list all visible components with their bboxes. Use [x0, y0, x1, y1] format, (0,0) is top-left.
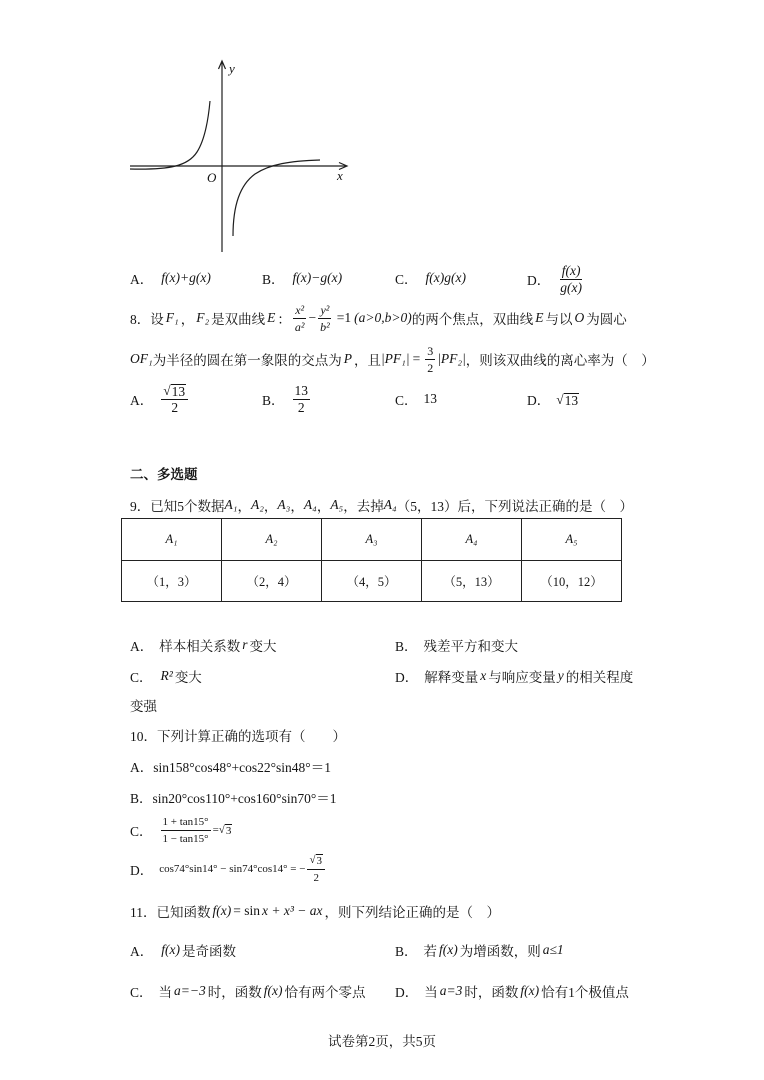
q9-stem-text: （5，13）后，下列说法正确的是（ ）: [396, 499, 633, 514]
fraction-denominator: b²: [320, 319, 330, 334]
table-cell: （10，12）: [522, 561, 622, 602]
q8-option-a: [130, 380, 190, 418]
table-cell: （4，5）: [322, 561, 422, 602]
option-text: 时，函数: [207, 985, 262, 1000]
q10-stem: [130, 725, 346, 745]
q9-option-d: [395, 666, 633, 686]
fraction-numerator: y²: [320, 302, 330, 317]
origin-label: O: [207, 170, 217, 185]
q9-option-a: [130, 635, 277, 655]
radical-sign: √: [163, 383, 171, 398]
q10-option-b: [130, 787, 336, 807]
option-text: 当: [424, 985, 438, 1000]
hyperbola-name: E: [535, 310, 544, 325]
fraction-numerator: 3: [427, 343, 434, 358]
table-cell: （5，13）: [422, 561, 522, 602]
point-p: P: [343, 351, 352, 366]
curve-right-branch: [233, 160, 320, 236]
q11-option-c-letter: C．: [130, 985, 153, 1000]
option-text: 是奇函数: [181, 944, 236, 959]
q8-option-c-value: 13: [423, 391, 438, 406]
condition-a: a≤1: [542, 942, 564, 957]
radicand: 3: [225, 824, 232, 837]
table-cell: （1，3）: [122, 561, 222, 602]
function-fx: f(x): [212, 903, 232, 918]
q9-option-a-letter: A．: [130, 639, 154, 654]
q10-option-d-letter: D．: [130, 863, 154, 878]
option-text: 若: [423, 944, 438, 959]
function-eq-sin: = sin: [233, 903, 260, 918]
q10-option-c-letter: C．: [130, 824, 153, 839]
q10-option-a-letter: A．: [130, 760, 154, 775]
q11-option-d-letter: D．: [395, 985, 419, 1000]
equation-rhs: =1: [336, 310, 352, 325]
q8-stem-text: 设: [150, 312, 164, 327]
fraction-denominator: 2: [171, 400, 179, 415]
y-axis-label: y: [229, 61, 235, 76]
q8-option-c-letter: C．: [395, 393, 418, 408]
q8-stem-text: 与以: [545, 312, 573, 327]
q7-option-b-letter: B．: [262, 272, 285, 287]
condition-a: a=−3: [174, 983, 206, 998]
q10-option-c: [130, 815, 232, 845]
table-header-cell: A₂: [222, 519, 322, 561]
focus-f2: F₂: [196, 310, 210, 325]
q8-option-c: [395, 389, 437, 409]
minus-sign: −: [308, 310, 317, 325]
q10-option-d: [130, 852, 327, 886]
q7-option-a-letter: A．: [130, 272, 154, 287]
q7-option-d-fraction: [558, 264, 584, 295]
square-root: [163, 383, 186, 398]
hyperbola-name: E: [267, 310, 276, 325]
q9-option-b: [395, 635, 518, 655]
q8-stem-text: ，则该双曲线的离心率为（ ）: [465, 353, 655, 368]
q8-stem-text: 为半径的圆在第一象限的交点为: [152, 353, 342, 368]
q10-number: 10．: [130, 729, 157, 744]
option-text: 当: [158, 985, 173, 1000]
q9-stem: [130, 495, 633, 515]
variable-x: x: [480, 668, 487, 683]
q11-stem: [130, 899, 500, 923]
q11-option-a: [130, 940, 236, 960]
variable-r-squared: R²: [160, 668, 173, 683]
hyperbola-x-term: [293, 303, 307, 334]
option-text: 时，函数: [464, 985, 519, 1000]
q8-number: 8．: [130, 312, 151, 327]
q9-option-d-letter: D．: [395, 670, 419, 685]
q9-number: 9．: [130, 499, 151, 514]
radical-sign: √: [309, 854, 316, 866]
q8-line-2: [130, 344, 655, 374]
q8-stem-text: 为圆心: [586, 312, 627, 327]
q9-option-d-continued: 变强: [130, 699, 157, 714]
fraction-denominator: 2: [297, 399, 305, 415]
origin-point: O: [574, 310, 585, 325]
q8-option-b-fraction: [293, 384, 311, 415]
function-fx: f(x): [161, 942, 180, 957]
equals-sign: =: [412, 351, 421, 366]
q9-stem-text: ，去掉: [343, 499, 384, 514]
q8-option-a-fraction: [161, 383, 188, 415]
fraction-numerator: 13: [294, 382, 309, 398]
q10-option-b-letter: B．: [130, 791, 153, 806]
q11-option-b: [395, 940, 566, 960]
q8-option-d: [527, 389, 579, 409]
radicand: 3: [316, 855, 323, 867]
q11-option-d: [395, 981, 629, 1001]
radical-sign: √: [218, 823, 225, 836]
q11-stem-text: 已知函数: [156, 905, 211, 920]
q7-option-a: [130, 268, 213, 288]
q8-option-b-letter: B．: [262, 393, 285, 408]
segment-of1: OF₁: [130, 351, 153, 366]
q8-stem-text: ，且: [353, 353, 381, 368]
equals-sign: =: [212, 824, 219, 836]
option-text: 样本相关系数: [159, 639, 241, 654]
table-header-cell: A₃: [322, 519, 422, 561]
fraction-numerator: [161, 383, 188, 400]
table-header-cell: A₄: [422, 519, 522, 561]
q9-data-a4: A₄: [383, 497, 397, 512]
parameter-condition: (a>0,b>0): [354, 310, 412, 325]
q10-option-b-expr: sin20°cos110°+cos160°sin70°＝1: [152, 791, 337, 806]
option-text: 解释变量: [424, 670, 479, 685]
q8-option-a-letter: A．: [130, 393, 154, 408]
option-text: 恰有1个极值点: [541, 985, 629, 1000]
fraction-denominator: 2: [313, 872, 319, 884]
q9-data-a5: A₅: [330, 497, 344, 512]
q9-option-b-letter: B．: [395, 639, 418, 654]
q7-option-c-expr: f(x)g(x): [425, 270, 466, 285]
q7-option-c: [395, 268, 468, 288]
function-fx: f(x): [520, 983, 540, 998]
option-text: 恰有两个零点: [284, 985, 366, 1000]
distance-pf2: |PF₂|: [437, 351, 466, 366]
table-header-row: [122, 519, 622, 561]
option-text: 为增函数，则: [459, 944, 541, 959]
square-root: [219, 823, 233, 838]
q9-separator: ，: [316, 499, 331, 514]
q11-option-a-letter: A．: [130, 944, 154, 959]
q9-option-c-letter: C．: [130, 670, 153, 685]
q8-stem-text: 是双曲线: [211, 312, 266, 327]
option-text: 残差平方和变大: [423, 639, 519, 654]
q9-data-a4: A₄: [303, 497, 317, 512]
q9-data-a3: A₃: [277, 497, 291, 512]
q9-data-table: [121, 518, 622, 602]
q7-option-a-expr: f(x)+g(x): [161, 270, 211, 285]
q7-option-b-expr: f(x)−g(x): [292, 270, 343, 285]
function-graph: [0, 0, 764, 262]
radicand: 13: [171, 384, 186, 399]
fraction-denominator: 2: [427, 360, 434, 375]
q10-option-c-fraction: [161, 815, 211, 846]
option-text: 与响应变量: [488, 670, 556, 685]
condition-a: a=3: [439, 983, 463, 998]
fraction-denominator: a²: [294, 319, 305, 334]
curve-left-branch: [130, 101, 210, 169]
radicand: 13: [564, 392, 579, 408]
option-text: 变大: [249, 639, 277, 654]
q11-number: 11．: [130, 905, 157, 920]
square-root: [309, 853, 323, 868]
q8-stem-text: ：: [277, 312, 291, 327]
q11-option-b-letter: B．: [395, 944, 418, 959]
q10-stem-text: 下列计算正确的选项有（ ）: [157, 729, 346, 744]
q11-option-c: [130, 981, 365, 1001]
option-text: 变大: [174, 670, 202, 685]
q9-separator: ，: [290, 499, 304, 514]
q8-line-1: [130, 302, 627, 334]
section-title: 二、多选题: [130, 467, 198, 482]
fraction-denominator: g(x): [560, 279, 582, 295]
variable-y: y: [557, 668, 564, 683]
coefficient-fraction: [425, 344, 435, 375]
q8-stem-text: 的两个焦点，双曲线: [411, 312, 534, 327]
q11-stem-text: ，则下列结论正确的是（ ）: [324, 905, 500, 920]
q10-option-a-expr: sin158°cos48°+cos22°sin48°＝1: [153, 760, 331, 775]
fraction-numerator: 1 + tan15°: [161, 815, 211, 831]
q7-option-d: [527, 261, 586, 297]
q9-data-a2: A₂: [250, 497, 264, 512]
option-text: 的相关程度: [565, 670, 634, 685]
q10-option-a: [130, 756, 331, 776]
q7-option-b: [262, 268, 344, 288]
function-fx: f(x): [439, 942, 458, 957]
q8-option-b: [262, 380, 312, 418]
q9-separator: ，: [237, 499, 251, 514]
q9-separator: ，: [263, 499, 278, 514]
q7-option-c-letter: C．: [395, 272, 418, 287]
variable-r: r: [242, 637, 248, 652]
function-fx: f(x): [263, 983, 283, 998]
page-footer: 试卷第2页，共5页: [328, 1034, 436, 1049]
focus-f1: F₁: [165, 310, 179, 325]
distance-pf1: |PF₁|: [380, 351, 410, 366]
q9-stem-text: 已知5个数据: [150, 499, 225, 514]
q8-option-d-letter: D．: [527, 393, 551, 408]
table-cell: （2，4）: [222, 561, 322, 602]
function-rest: x + x³ − ax: [261, 903, 323, 918]
fraction-denominator: 1 − tan15°: [162, 832, 209, 845]
table-header-cell: A₁: [122, 519, 222, 561]
q8-stem-text: ，: [180, 312, 195, 327]
square-root: [556, 392, 579, 407]
hyperbola-y-term: [318, 303, 332, 334]
table-header-cell: A₅: [522, 519, 622, 561]
q9-data-a1: A₁: [224, 497, 238, 512]
fraction-numerator: x²: [295, 302, 305, 317]
table-row: [122, 561, 622, 602]
x-axis-label: x: [337, 168, 343, 183]
q7-option-d-letter: D．: [527, 273, 551, 288]
fraction-numerator: [307, 853, 325, 870]
q9-option-c: [130, 666, 202, 686]
radical-sign: √: [556, 391, 564, 407]
q10-option-d-expr: cos74°sin14° − sin74°cos14° = −: [159, 863, 306, 875]
q10-option-d-fraction: [307, 853, 325, 885]
fraction-numerator: f(x): [561, 262, 581, 278]
